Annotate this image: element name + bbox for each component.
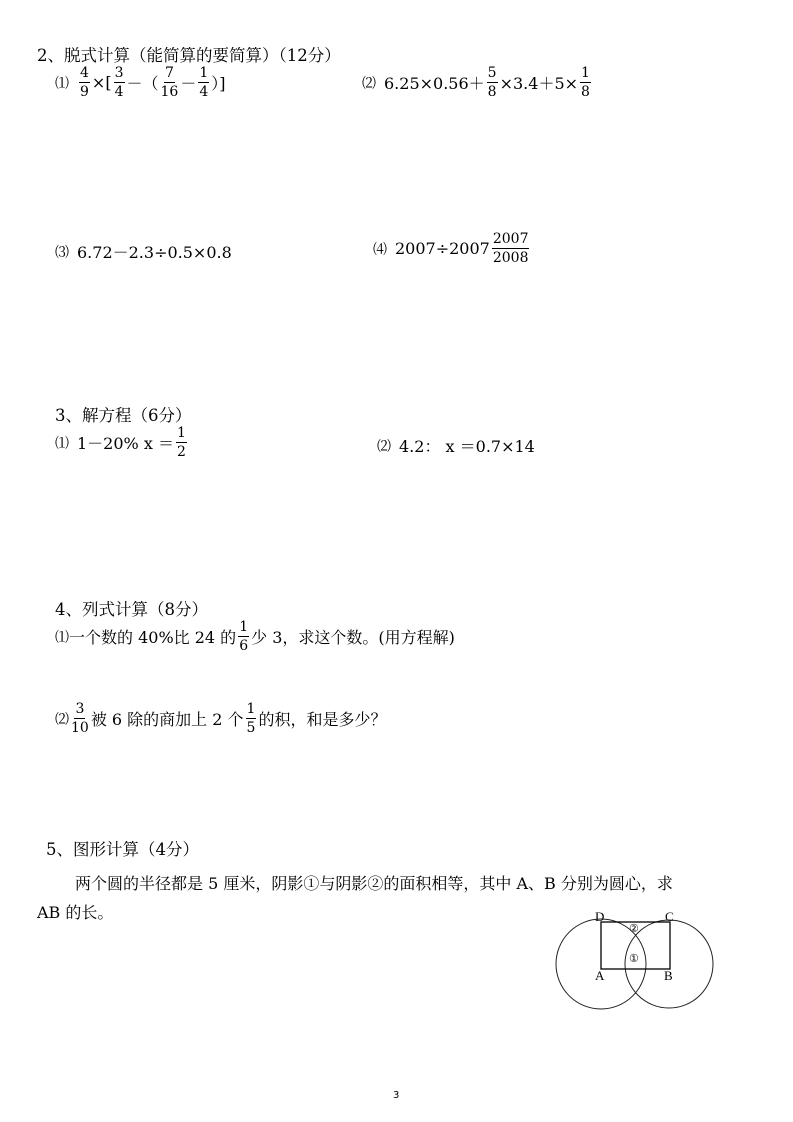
problem-2-1: ⑴ $\frac{4}{9}$ ×[ $\frac{3}{4}$ －（ $\frac{7}{16}$ － $\frac{1}{4}$ ）] [55,65,226,100]
problem-label: ⑵ [55,711,69,728]
problem-label: ⑶ [55,244,69,261]
problem-label: ⑴ [55,629,69,646]
fraction: $\frac{4}{9}$ [80,65,89,100]
fraction: $\frac{1}{4}$ [199,65,209,100]
problem-label: ⑵ [362,75,376,92]
problem-3-2: ⑵ 4.2： x ＝0.7×14 [377,437,535,456]
problem-label: ⑵ [377,438,391,455]
problem-2-3: ⑶ 6.72－2.3÷0.5×0.8 [55,243,232,262]
problem-label: ⑴ [55,435,69,452]
problem-label: ⑴ [55,75,69,92]
geometry-figure [540,900,740,1020]
problem-5-text-line2: AB 的长。 [37,903,114,922]
section-2-title: 2、脱式计算（能简算的要简算）（12分） [37,46,341,65]
fraction: $\frac{5}{8}$ [487,65,497,100]
fraction: $\frac{3}{4}$ [114,65,124,100]
problem-3-1: ⑴ 1－20% x ＝ $\frac{1}{2}$ [55,425,186,460]
page-number: 3 [393,1090,400,1101]
problem-2-4: ⑷ 2007÷2007 $\frac{2007}{2008}$ [373,231,529,266]
fraction: $\frac{1}{8}$ [581,65,590,100]
fraction: $\frac{2007}{2008}$ [492,231,529,266]
fraction: $\frac{1}{5}$ [246,701,256,736]
problem-4-2: ⑵ $\frac{3}{10}$ 被 6 除的商加上 2 个 $\frac{1}{5}$ 的积，和是多少？ [55,701,387,736]
fraction: $\frac{3}{10}$ [71,701,89,736]
label-b: B [664,968,673,983]
label-d: D [595,909,605,924]
fraction: $\frac{1}{2}$ [176,425,186,460]
fraction: $\frac{7}{16}$ [160,65,179,100]
problem-label: ⑷ [373,241,387,258]
shade-2-label: ② [629,923,639,935]
problem-4-1: ⑴ 一个数的 40%比 24 的 $\frac{1}{6}$ 少 3，求这个数。(用方程解) [55,619,455,654]
problem-2-2: ⑵ 6.25×0.56＋ $\frac{5}{8}$ ×3.4＋5× $\frac{1}{8}$ [362,65,590,100]
section-5-title: 5、图形计算（4分） [46,840,199,859]
label-a: A [595,968,605,983]
section-3-title: 3、解方程（6分） [55,406,192,425]
problem-5-text-line1: 两个圆的半径都是 5 厘米，阴影①与阴影②的面积相等，其中 A、B 分别为圆心，求 [75,874,673,893]
label-c: C [665,909,674,924]
section-4-title: 4、列式计算（8分） [55,600,208,619]
shade-1-label: ① [629,953,639,965]
fraction: $\frac{1}{6}$ [239,619,249,654]
